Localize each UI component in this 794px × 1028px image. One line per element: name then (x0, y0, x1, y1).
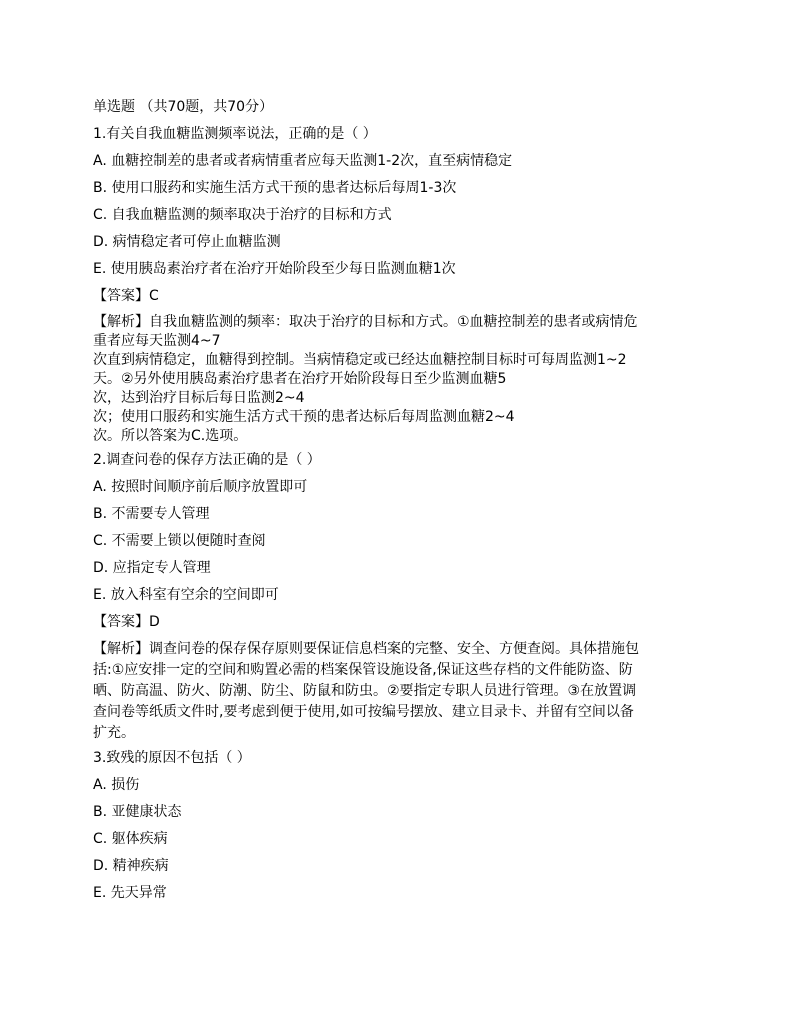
explanation-line: 天。②另外使用胰岛素治疗患者在治疗开始阶段每日至少监测血糖5 (93, 371, 507, 387)
explanation-line: 晒、防高温、防火、防潮、防尘、防鼠和防虫。②要指定专职人员进行管理。③在放置调 (93, 683, 637, 699)
option-d: D. 病情稳定者可停止血糖监测 (93, 234, 281, 250)
explanation-line: 次直到病情稳定，血糖得到控制。当病情稳定或已经达血糖控制目标时可每周监测1~2 (93, 352, 627, 368)
question-stem: 1.有关自我血糖监测频率说法，正确的是（ ） (93, 126, 377, 142)
explanation-line: 次。所以答案为C.选项。 (93, 428, 248, 444)
explanation-line: 重者应每天监测4~7 (93, 333, 221, 349)
explanation-line: 【解析】自我血糖监测的频率：取决于治疗的目标和方式。①血糖控制差的患者或病情危 (93, 314, 638, 330)
explanation-line: 次；使用口服药和实施生活方式干预的患者达标后每周监测血糖2~4 (93, 409, 515, 425)
option-b: B. 不需要专人管理 (93, 506, 210, 522)
option-b: B. 亚健康状态 (93, 804, 182, 820)
question-2 (93, 450, 705, 744)
option-a: A. 按照时间顺序前后顺序放置即可 (93, 479, 308, 495)
option-d: D. 精神疾病 (93, 858, 169, 874)
question-stem: 3.致残的原因不包括（ ） (93, 750, 251, 766)
option-e: E. 使用胰岛素治疗者在治疗开始阶段至少每日监测血糖1次 (93, 261, 456, 277)
explanation-line: 查问卷等纸质文件时,要考虑到便于使用,如可按编号摆放、建立目录卡、并留有空间以备 (93, 704, 634, 720)
option-d: D. 应指定专人管理 (93, 560, 211, 576)
explanation-line: 次，达到治疗目标后每日监测2~4 (93, 390, 305, 406)
answer: 【答案】D (93, 614, 160, 630)
question-1 (93, 124, 705, 446)
option-c: C. 躯体疾病 (93, 831, 168, 847)
option-e: E. 先天异常 (93, 885, 167, 901)
question-3 (93, 748, 705, 903)
option-a: A. 损伤 (93, 777, 140, 793)
option-e: E. 放入科室有空余的空间即可 (93, 587, 279, 603)
section-title: 单选题 （共70题，共70分） (93, 99, 274, 115)
option-a: A. 血糖控制差的患者或者病情重者应每天监测1-2次，直至病情稳定 (93, 153, 513, 169)
explanation (93, 639, 705, 744)
option-b: B. 使用口服药和实施生活方式干预的患者达标后每周1-3次 (93, 180, 457, 196)
explanation-line: 【解析】调查问卷的保存保存原则要保证信息档案的完整、安全、方便查阅。具体措施包 (93, 641, 639, 657)
option-c: C. 自我血糖监测的频率取决于治疗的目标和方式 (93, 207, 392, 223)
explanation (93, 313, 705, 446)
explanation-line: 括:①应安排一定的空间和购置必需的档案保管设施设备,保证这些存档的文件能防盗、防 (93, 662, 633, 678)
option-c: C. 不需要上锁以便随时查阅 (93, 533, 266, 549)
question-stem: 2.调查问卷的保存方法正确的是（ ） (93, 452, 321, 468)
document-page (93, 97, 705, 910)
answer: 【答案】C (93, 288, 159, 304)
explanation-line: 扩充。 (93, 725, 135, 741)
